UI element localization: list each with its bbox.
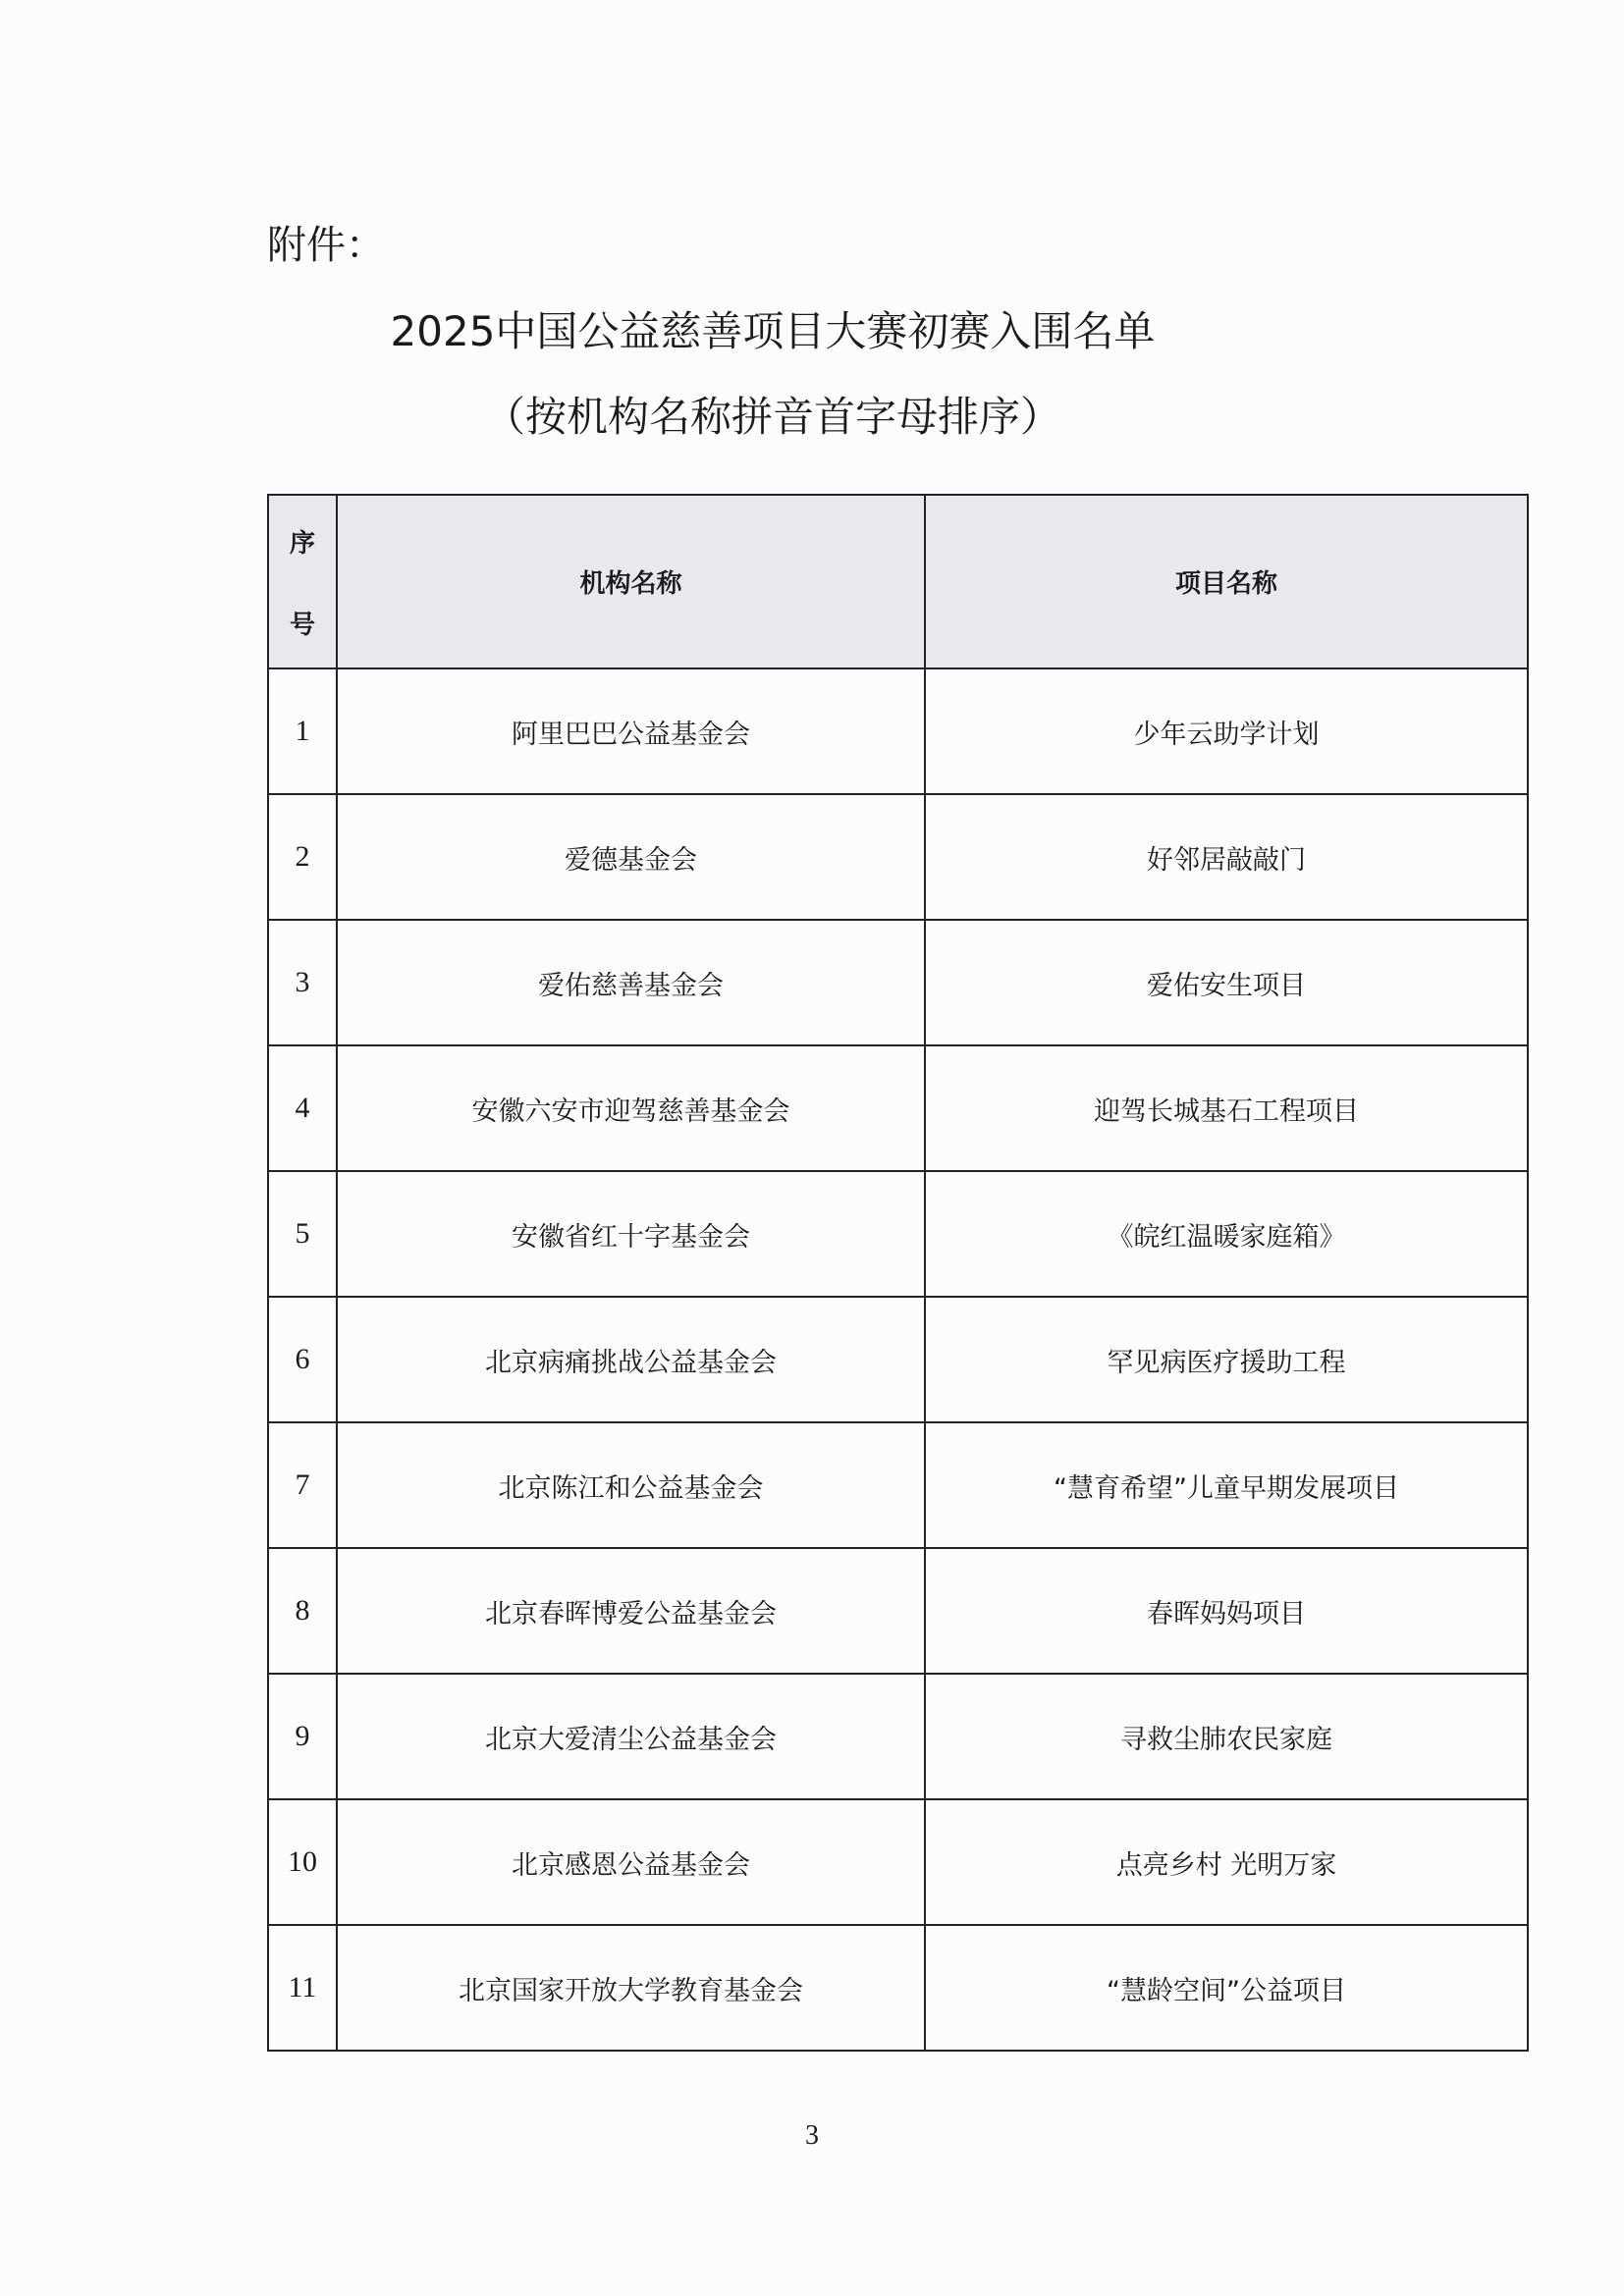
document-subtitle: （按机构名称拼音首字母排序） (483, 393, 1061, 441)
project-name: 迎驾长城基石工程项目 (925, 1045, 1528, 1171)
project-name: 《皖红温暖家庭箱》 (925, 1171, 1528, 1297)
project-name: “慧育希望”儿童早期发展项目 (925, 1422, 1528, 1548)
org-name: 北京春晖博爱公益基金会 (337, 1548, 925, 1674)
table-row (268, 668, 1528, 794)
org-name: 北京大爱清尘公益基金会 (337, 1674, 925, 1799)
project-name: “慧龄空间”公益项目 (925, 1925, 1528, 2051)
table-row (268, 1045, 1528, 1171)
org-name: 爱佑慈善基金会 (337, 920, 925, 1045)
project-name: 罕见病医疗援助工程 (925, 1297, 1528, 1422)
org-name: 安徽六安市迎驾慈善基金会 (337, 1045, 925, 1171)
row-number: 7 (268, 1422, 337, 1548)
table-row (268, 1799, 1528, 1925)
table-row (268, 1674, 1528, 1799)
table-row (268, 920, 1528, 1045)
table-row (268, 794, 1528, 920)
document-title: 2025中国公益慈善项目大赛初赛入围名单 (390, 307, 1156, 355)
row-number: 1 (268, 668, 337, 794)
table-row (268, 1925, 1528, 2051)
finalist-table (267, 494, 1529, 2052)
table-row (268, 1422, 1528, 1548)
org-name: 北京陈江和公益基金会 (337, 1422, 925, 1548)
org-name: 阿里巴巴公益基金会 (337, 668, 925, 794)
table-row (268, 1171, 1528, 1297)
project-name: 好邻居敲敲门 (925, 794, 1528, 920)
org-name: 北京感恩公益基金会 (337, 1799, 925, 1925)
table-row (268, 1548, 1528, 1674)
row-number: 4 (268, 1045, 337, 1171)
row-number: 9 (268, 1674, 337, 1799)
project-name: 春晖妈妈项目 (925, 1548, 1528, 1674)
row-number: 3 (268, 920, 337, 1045)
row-number: 2 (268, 794, 337, 920)
attachment-label: 附件： (267, 223, 385, 268)
row-number: 5 (268, 1171, 337, 1297)
page-number: 3 (805, 2120, 819, 2151)
project-name: 寻救尘肺农民家庭 (925, 1674, 1528, 1799)
org-name: 爱德基金会 (337, 794, 925, 920)
project-name: 爱佑安生项目 (925, 920, 1528, 1045)
table-row (268, 1297, 1528, 1422)
header-org: 机构名称 (337, 495, 925, 668)
header-seq-2: 号 (289, 610, 315, 640)
row-number: 11 (268, 1925, 337, 2051)
project-name: 少年云助学计划 (925, 668, 1528, 794)
project-name: 点亮乡村 光明万家 (925, 1799, 1528, 1925)
row-number: 10 (268, 1799, 337, 1925)
header-seq-1: 序 (289, 528, 315, 559)
table-header-row (268, 495, 1528, 668)
org-name: 北京国家开放大学教育基金会 (337, 1925, 925, 2051)
org-name: 安徽省红十字基金会 (337, 1171, 925, 1297)
header-seq (268, 495, 337, 668)
org-name: 北京病痛挑战公益基金会 (337, 1297, 925, 1422)
row-number: 8 (268, 1548, 337, 1674)
header-project: 项目名称 (925, 495, 1528, 668)
row-number: 6 (268, 1297, 337, 1422)
